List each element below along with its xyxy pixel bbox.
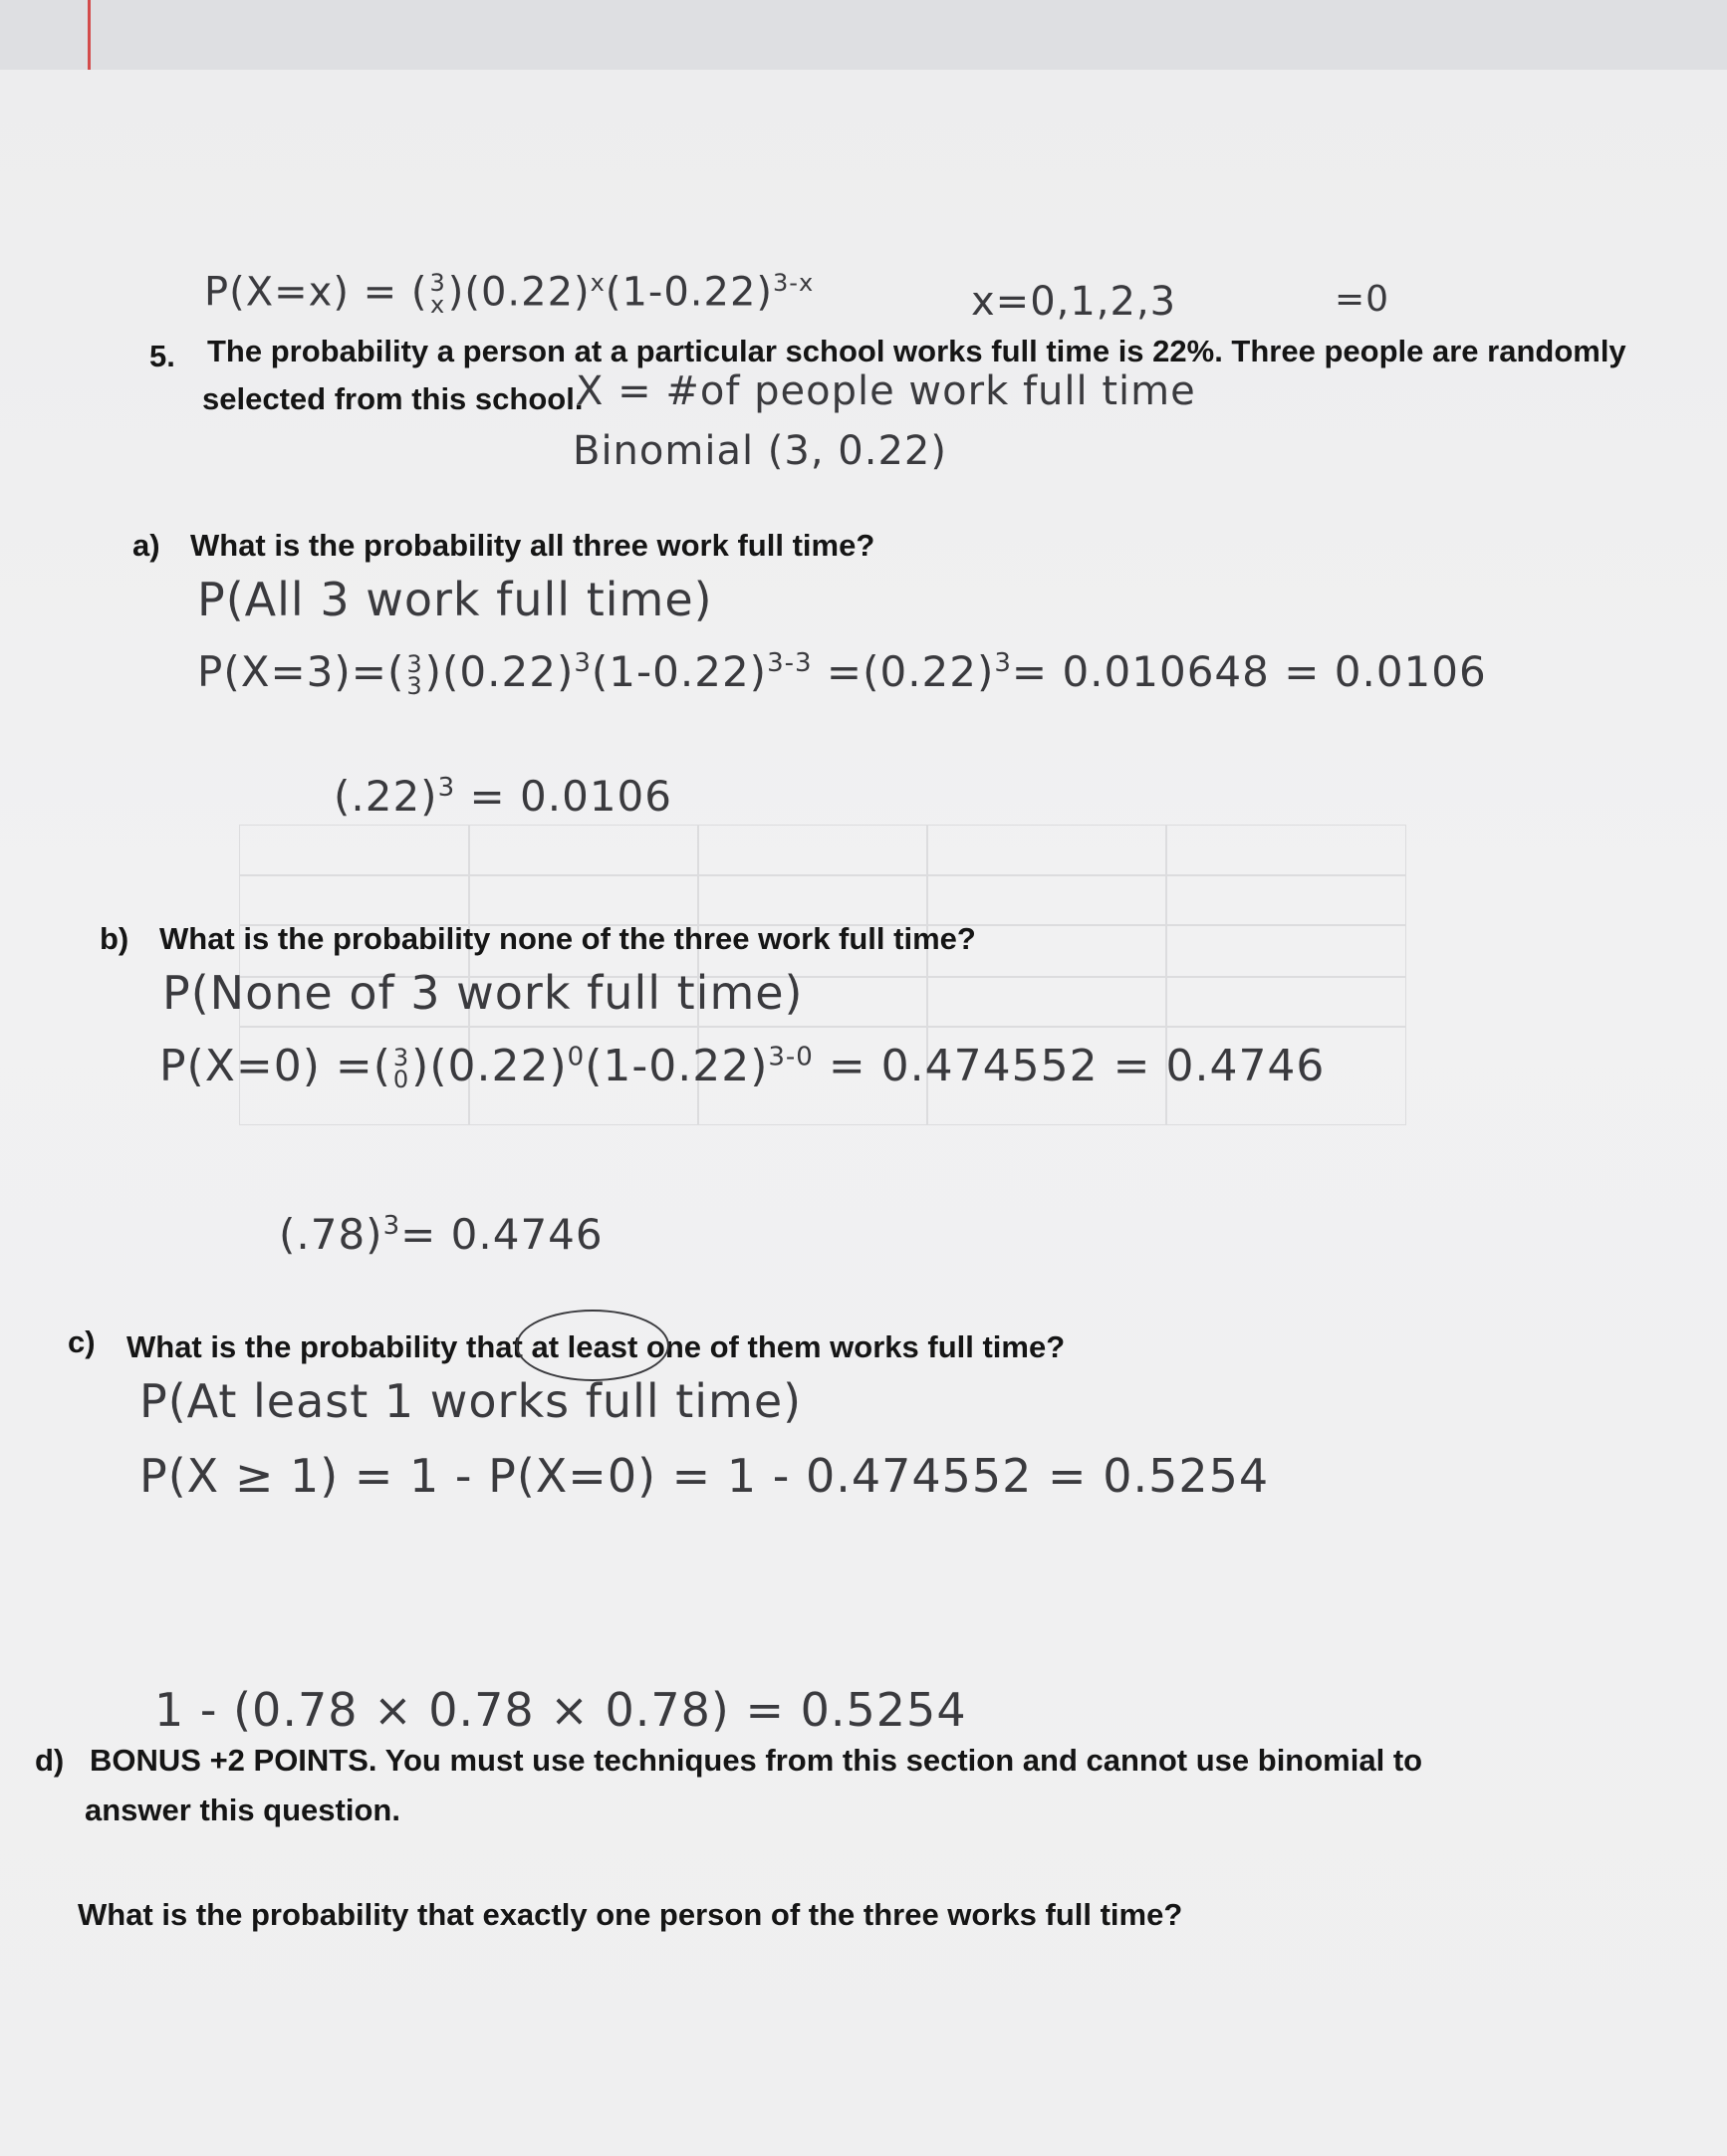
part-b-label: b)	[100, 921, 129, 956]
hw-part-b-line3: $(.78)^3= 0.4746$	[279, 1210, 604, 1259]
hw-part-a-line1: P(All 3 work full time)	[197, 573, 713, 626]
part-a-question: What is the probability all three work full time?	[190, 528, 875, 563]
hw-eq-zero: =0	[1335, 279, 1390, 320]
hw-distribution: Binomial (3, 0.22)	[573, 428, 947, 474]
hw-part-c-line3: 1 - (0.78 × 0.78 × 0.78) = 0.5254	[154, 1683, 967, 1737]
part-c-question: What is the probability that at least one of them works full time?	[126, 1329, 1066, 1364]
hw-part-c-line2: P(X ≥ 1) = 1 - P(X=0) = 1 - 0.474552 = 0.5254	[139, 1449, 1270, 1503]
hw-pmf: P(X=x) = (3 $x)(0.22)^x(1-0.22)^{3-x}$	[204, 269, 815, 320]
hw-support: x=0,1,2,3	[971, 279, 1177, 325]
problem-text-line2: selected from this school.	[202, 381, 584, 416]
part-a-label: a)	[132, 528, 160, 563]
part-d-question-line2: answer this question.	[85, 1793, 400, 1827]
part-d-label: d)	[35, 1743, 65, 1778]
part-c-label: c)	[68, 1324, 96, 1359]
bleed-through-table-line	[239, 1026, 1406, 1028]
part-d-question-line1: BONUS +2 POINTS. You must use techniques from this section and cannot use binomial to	[90, 1743, 1423, 1778]
hw-part-b-line1: P(None of 3 work full time)	[162, 966, 804, 1020]
part-b-question: What is the probability none of the three work full time?	[159, 921, 976, 956]
problem-text-line1: The probability a person at a particular school works full time is 22%. Three people are randomly	[207, 334, 1626, 368]
hw-random-variable: X = #of people work full time	[576, 368, 1196, 414]
hw-part-a-line3: $(.22)^3 = 0.0106$	[334, 772, 672, 821]
hw-part-b-line2: P(X=0) =(3 $0)(0.22)^0(1-0.22)^{3-0} = 0.474552 = 0.4746$	[159, 1041, 1326, 1093]
question-number: 5.	[149, 339, 175, 373]
part-d-question2: What is the probability that exactly one person of the three works full time?	[78, 1897, 1183, 1932]
top-edge-strip	[0, 0, 1727, 71]
hw-part-c-line1: P(At least 1 works full time)	[139, 1374, 803, 1428]
hw-circle-at-least	[516, 1310, 669, 1381]
worksheet-page	[0, 70, 1727, 2156]
hw-part-a-line2: P(X=3)=(3 $3)(0.22)^3(1-0.22)^{3-3} =(0.22)^3= 0.010648 = 0.0106$	[197, 647, 1487, 700]
margin-line	[88, 0, 91, 70]
bleed-through-table-line	[239, 874, 1406, 876]
